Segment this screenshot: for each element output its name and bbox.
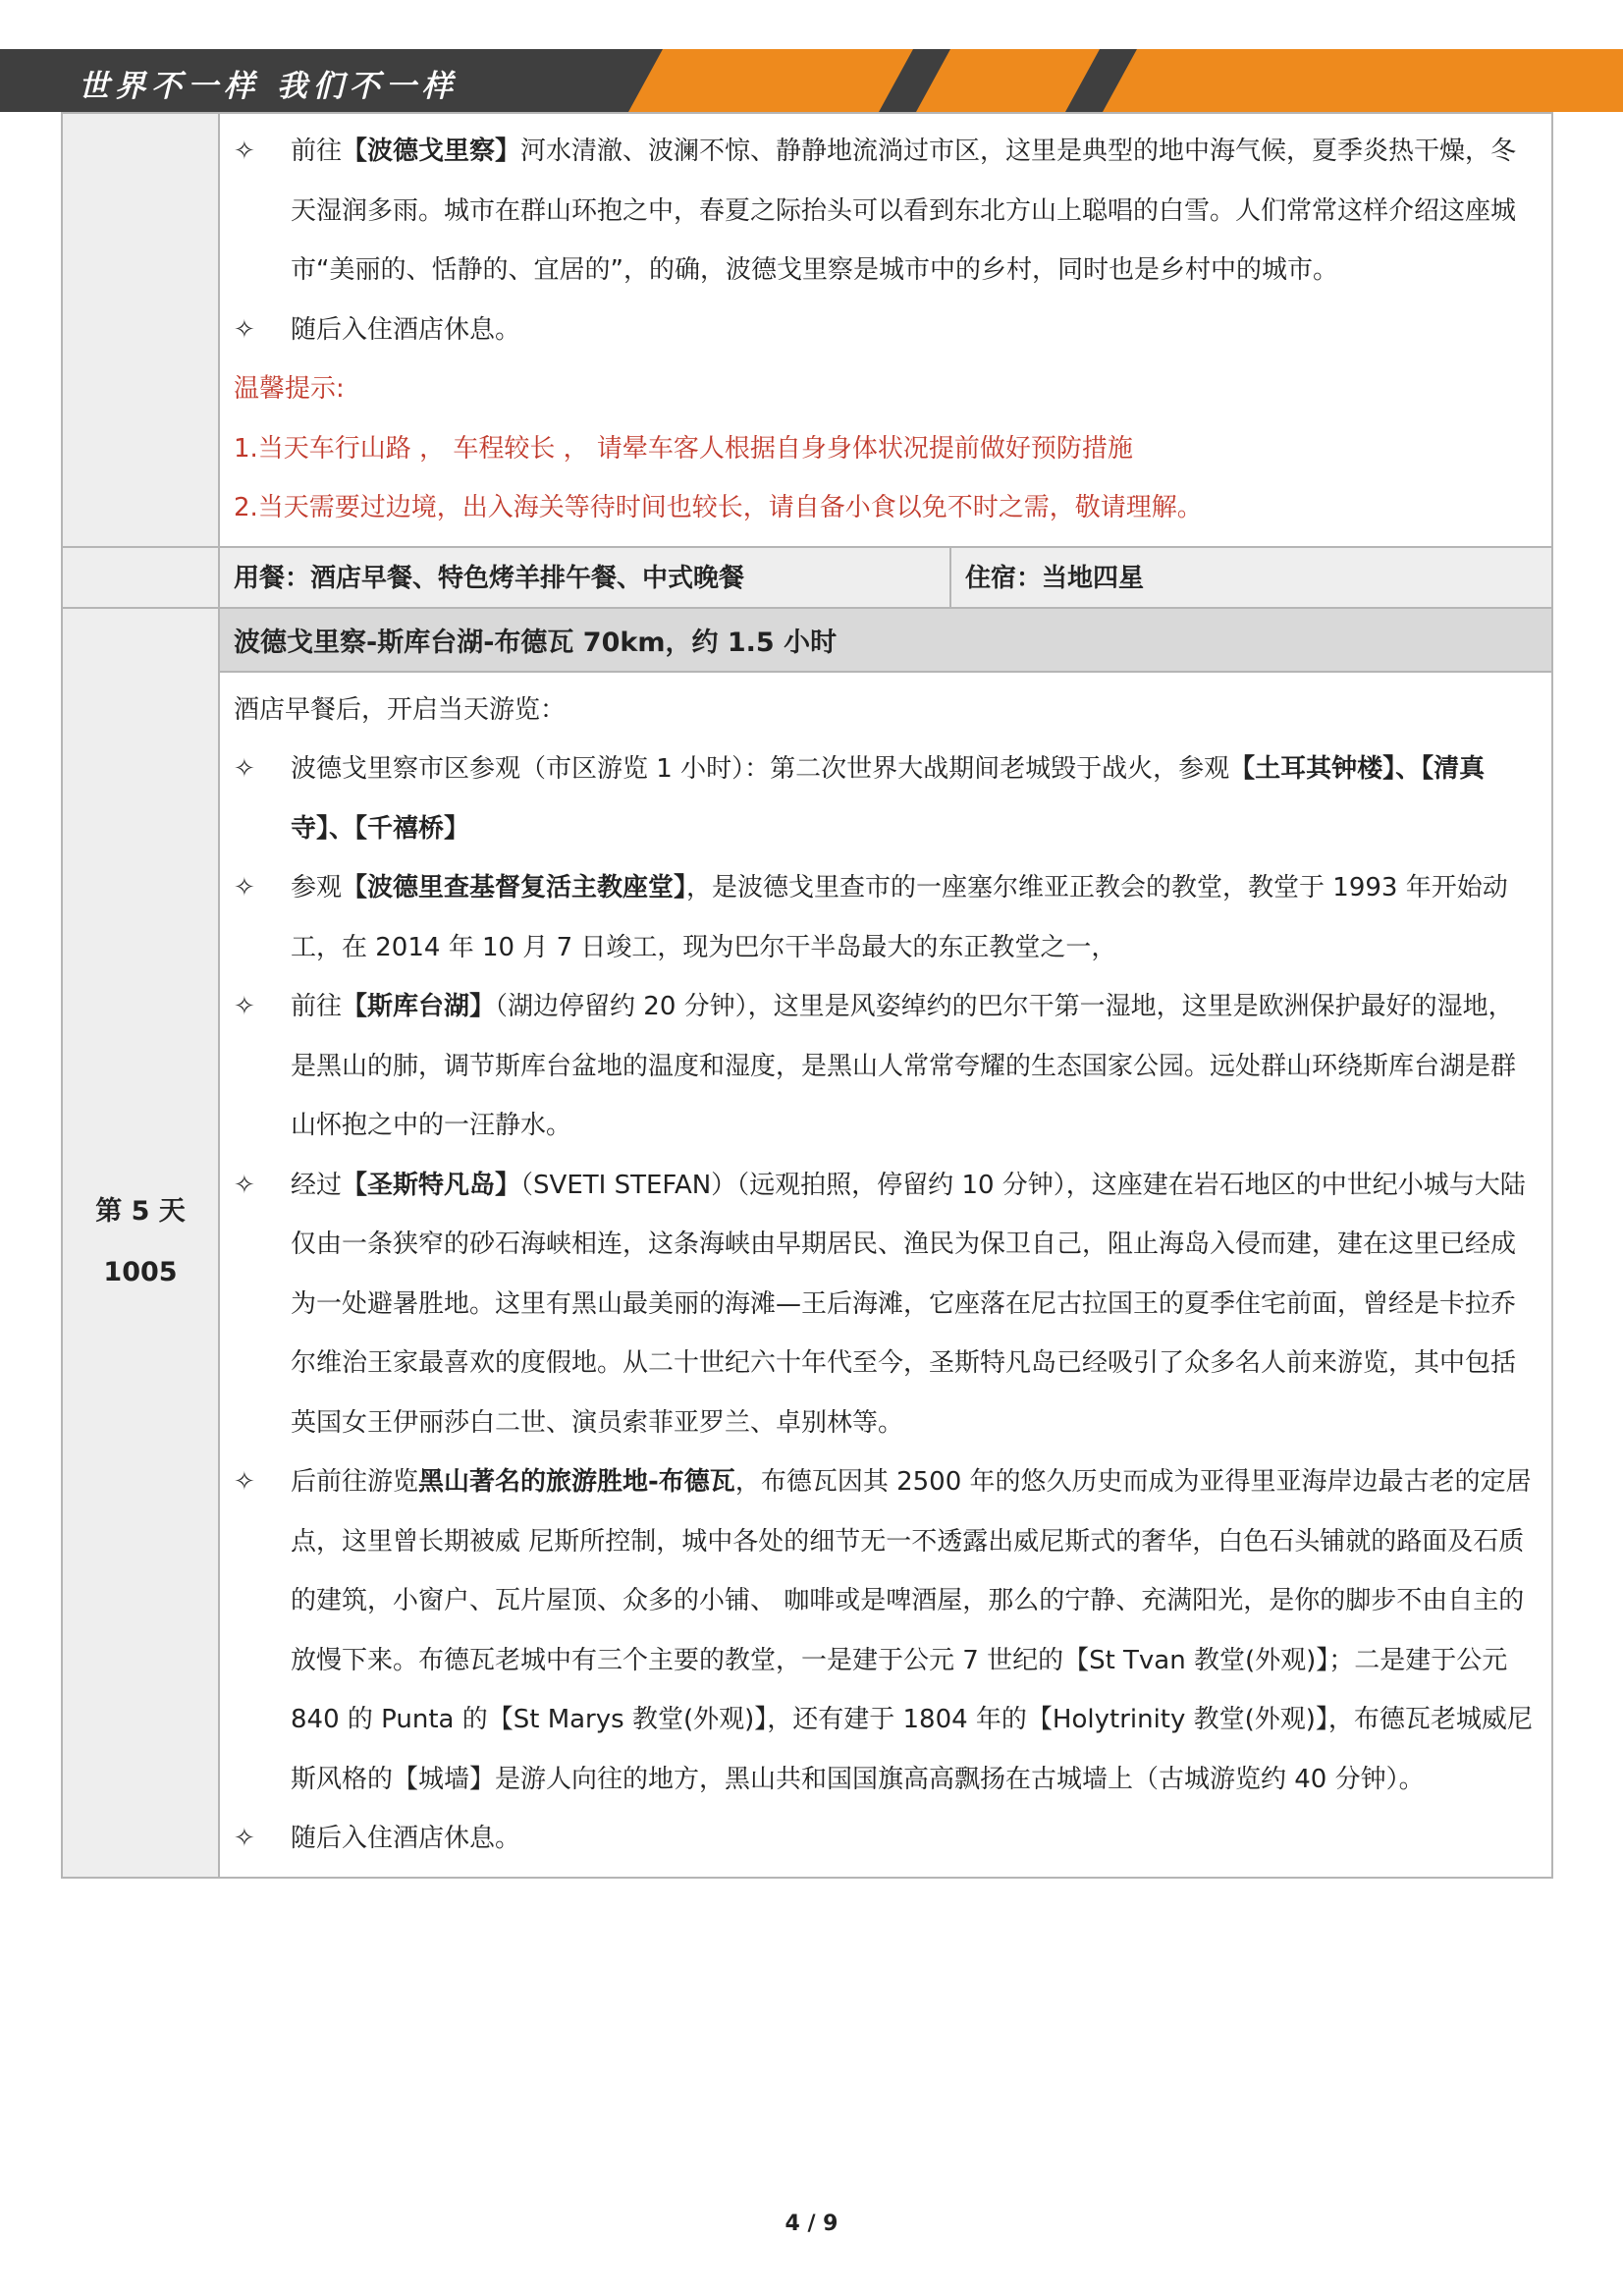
header-banner: [0, 49, 1623, 112]
day5-content-row: [62, 672, 1552, 1878]
day5-item-sveti-stefan: ✧ 经过【圣斯特凡岛】（SVETI STEFAN）（远观拍照，停留约 10 分钟），这座建在岩石地区的中世纪小城与大陆仅由一条狭窄的砂石海峡相连，这条海峡由早期居民、渔民为保卫自己，阻止海岛入侵而建，建在这里已经成为一处避暑胜地。这里有黑山最美丽的海滩—王后海滩，它座落在尼古拉国王的夏季住宅前面，曾经是卡拉乔尔维治王家最喜欢的度假地。从二十世纪六十年代至今，圣斯特凡岛已经吸引了众多名人前来游览，其中包括英国女王伊丽莎白二世、演员索菲亚罗兰、卓别林等。: [234, 1156, 1538, 1453]
day4-item-hotel: ✧ 随后入住酒店休息。: [234, 301, 1538, 360]
day4-item-podgorica: ✧ 前往【波德戈里察】河水清澈、波澜不惊、静静地流淌过市区，这里是典型的地中海气候，夏季炎热干燥，冬天湿润多雨。城市在群山环抱之中，春夏之际抬头可以看到东北方山上聪唱的白雪。人们常常这样介绍这座城市“美丽的、恬静的、宜居的”，的确，波德戈里察是城市中的乡村，同时也是乡村中的城市。: [234, 122, 1538, 301]
tips-title: 温馨提示:: [234, 374, 345, 404]
day5-day-cell: [62, 608, 219, 1878]
bullet-icon: ✧: [234, 992, 255, 1021]
day4-content-cell: [219, 113, 1552, 547]
bullet-icon: ✧: [234, 1824, 255, 1853]
day5-item-budva: ✧ 后前往游览黑山著名的旅游胜地-布德瓦，布德瓦因其 2500 年的悠久历史而成为亚得里亚海岸边最古老的定居点，这里曾长期被威 尼斯所控制，城中各处的细节无一不透露出威尼斯式的奢华，白色石头铺就的路面及石质的建筑，小窗户、瓦片屋顶、众多的小铺、 咖啡或是啤酒屋，那么的宁静、充满阳光，是你的脚步不由自主的放慢下来。布德瓦老城中有三个主要的教堂，一是建于公元 7 世纪的【St Tvan 教堂(外观)】；二是建于公元 840 的 Punta 的【St Marys 教堂(外观)】，还有建于 1804 年的【Holytrinity 教堂(外观)】，布德瓦老城威尼斯风格的【城墙】是游人向往的地方，黑山共和国国旗高高飘扬在古城墙上（古城游览约 40 分钟）。: [234, 1452, 1538, 1809]
day5-intro: 酒店早餐后，开启当天游览：: [234, 694, 567, 725]
bullet-icon: ✧: [234, 1467, 255, 1497]
day4-day-cell: [62, 113, 219, 547]
banner-slogan: 世界不一样 我们不一样: [79, 69, 459, 104]
day5-code: 1005: [103, 1257, 178, 1287]
day5-route: 波德戈里察-斯库台湖-布德瓦 70km，约 1.5 小时: [219, 608, 1552, 672]
day5-item-hotel: ✧ 随后入住酒店休息。: [234, 1809, 1538, 1869]
day5-item-cathedral: ✧ 参观【波德里查基督复活主教座堂】，是波德戈里查市的一座塞尔维亚正教会的教堂，教堂于 1993 年开始动工，在 2014 年 10 月 7 日竣工，现为巴尔干半岛最大的东正教堂之一，: [234, 858, 1538, 977]
page-number: 4 / 9: [784, 2212, 839, 2236]
day4-content-row: [62, 113, 1552, 547]
day5-item-skadar-lake: ✧ 前往【斯库台湖】（湖边停留约 20 分钟），这里是风姿绰约的巴尔干第一湿地，这里是欧洲保护最好的湿地，是黑山的肺，调节斯库台盆地的温度和湿度，是黑山人常常夸耀的生态国家公园。远处群山环绕斯库台湖是群山怀抱之中的一汪静水。: [234, 977, 1538, 1156]
tip-2: 2.当天需要过边境，出入海关等待时间也较长，请自备小食以免不时之需，敬请理解。: [234, 493, 1203, 522]
day5-content-cell: [219, 672, 1552, 1878]
itinerary-table: [61, 112, 1553, 1879]
bullet-icon: ✧: [234, 314, 255, 345]
day5-item-city-tour: ✧ 波德戈里察市区参观（市区游览 1 小时）：第二次世界大战期间老城毁于战火，参观【土耳其钟楼】、【清真寺】、【千禧桥】: [234, 739, 1538, 858]
day5-label: 第 5 天: [95, 1196, 186, 1227]
hotel-cell: 住宿：当地四星: [950, 547, 1552, 608]
bullet-icon: ✧: [234, 1170, 255, 1200]
meals-cell: 用餐：酒店早餐、特色烤羊排午餐、中式晚餐: [219, 547, 950, 608]
tip-1: 1.当天车行山路 ， 车程较长 ， 请晕车客人根据自身身体状况提前做好预防措施: [234, 433, 1133, 464]
bullet-icon: ✧: [234, 754, 255, 784]
bullet-icon: ✧: [234, 137, 255, 166]
bullet-icon: ✧: [234, 873, 255, 902]
day5-route-row: [62, 608, 1552, 672]
day4-meal-row: [62, 547, 1552, 608]
day4-day-cell-meal: [62, 547, 219, 608]
